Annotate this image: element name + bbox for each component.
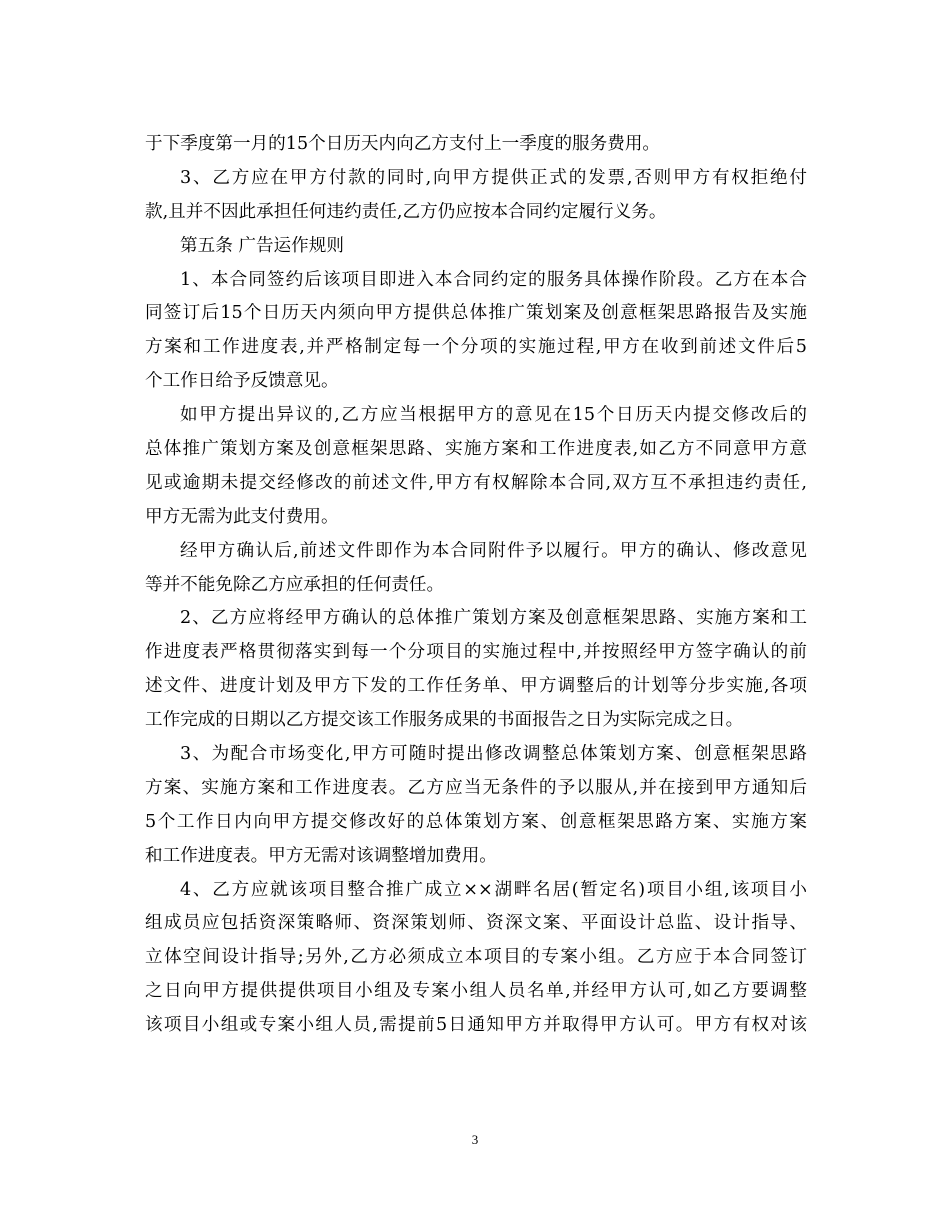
text-line: 和工作进度表。甲方无需对该调整增加费用。 (145, 845, 497, 866)
text-line: 方案、实施方案和工作进度表。乙方应当无条件的予以服从,并在接到甲方通知后 (145, 777, 807, 798)
text-line: 于下季度第一月的15个日历天内向乙方支付上一季度的服务费用。 (145, 134, 661, 154)
text-line: 见或逾期未提交经修改的前述文件,甲方有权解除本合同,双方互不承担违约责任, (145, 472, 807, 493)
text-line: 3、为配合市场变化,甲方可随时提出修改调整总体策划方案、创意框架思路 (180, 744, 807, 765)
text-line: 款,且并不因此承担任何违约责任,乙方仍应按本合同约定履行义务。 (145, 201, 667, 222)
text-line: 工作完成的日期以乙方提交该工作服务成果的书面报告之日为实际完成之日。 (145, 710, 744, 731)
text-line: 1、本合同签约后该项目即进入本合同约定的服务具体操作阶段。乙方在本合 (180, 269, 807, 290)
text-line: 之日向甲方提供提供项目小组及专案小组人员名单,并经甲方认可,如乙方要调整 (145, 981, 807, 1002)
text-line: 方案和工作进度表,并严格制定每一个分项的实施过程,甲方在收到前述文件后5 (145, 337, 807, 358)
text-line: 同签订后15个日历天内须向甲方提供总体推广策划案及创意框架思路报告及实施 (145, 303, 807, 324)
text-line: 等并不能免除乙方应承担的任何责任。 (145, 574, 445, 595)
text-line: 个工作日给予反馈意见。 (145, 371, 339, 392)
text-line: 2、乙方应将经甲方确认的总体推广策划方案及创意框架思路、实施方案和工 (180, 608, 807, 629)
text-line: 组成员应包括资深策略师、资深策划师、资深文案、平面设计总监、设计指导、 (145, 913, 807, 934)
text-line: 总体推广策划方案及创意框架思路、实施方案和工作进度表,如乙方不同意甲方意 (145, 439, 807, 460)
text-line: 经甲方确认后,前述文件即作为本合同附件予以履行。甲方的确认、修改意见 (180, 540, 807, 561)
text-line: 述文件、进度计划及甲方下发的工作任务单、甲方调整后的计划等分步实施,各项 (145, 676, 807, 697)
text-line: 该项目小组或专案小组人员,需提前5日通知甲方并取得甲方认可。甲方有权对该 (145, 1015, 807, 1036)
text-line: 甲方无需为此支付费用。 (145, 506, 339, 527)
text-line: 立体空间设计指导;另外,乙方必须成立本项目的专案小组。乙方应于本合同签订 (145, 947, 807, 968)
text-line: 4、乙方应就该项目整合推广成立××湖畔名居(暂定名)项目小组,该项目小 (180, 879, 807, 900)
text-line: 5个工作日内向甲方提交修改好的总体策划方案、创意框架思路方案、实施方案 (145, 811, 807, 832)
text-line: 如甲方提出异议的,乙方应当根据甲方的意见在15个日历天内提交修改后的 (180, 405, 807, 426)
page-number: 3 (471, 1132, 479, 1147)
text-line: 作进度表严格贯彻落实到每一个分项目的实施过程中,并按照经甲方签字确认的前 (145, 642, 807, 663)
text-line: 3、乙方应在甲方付款的同时,向甲方提供正式的发票,否则甲方有权拒绝付 (180, 167, 807, 188)
document-body (145, 128, 807, 1043)
text-line: 第五条 广告运作规则 (180, 235, 344, 256)
